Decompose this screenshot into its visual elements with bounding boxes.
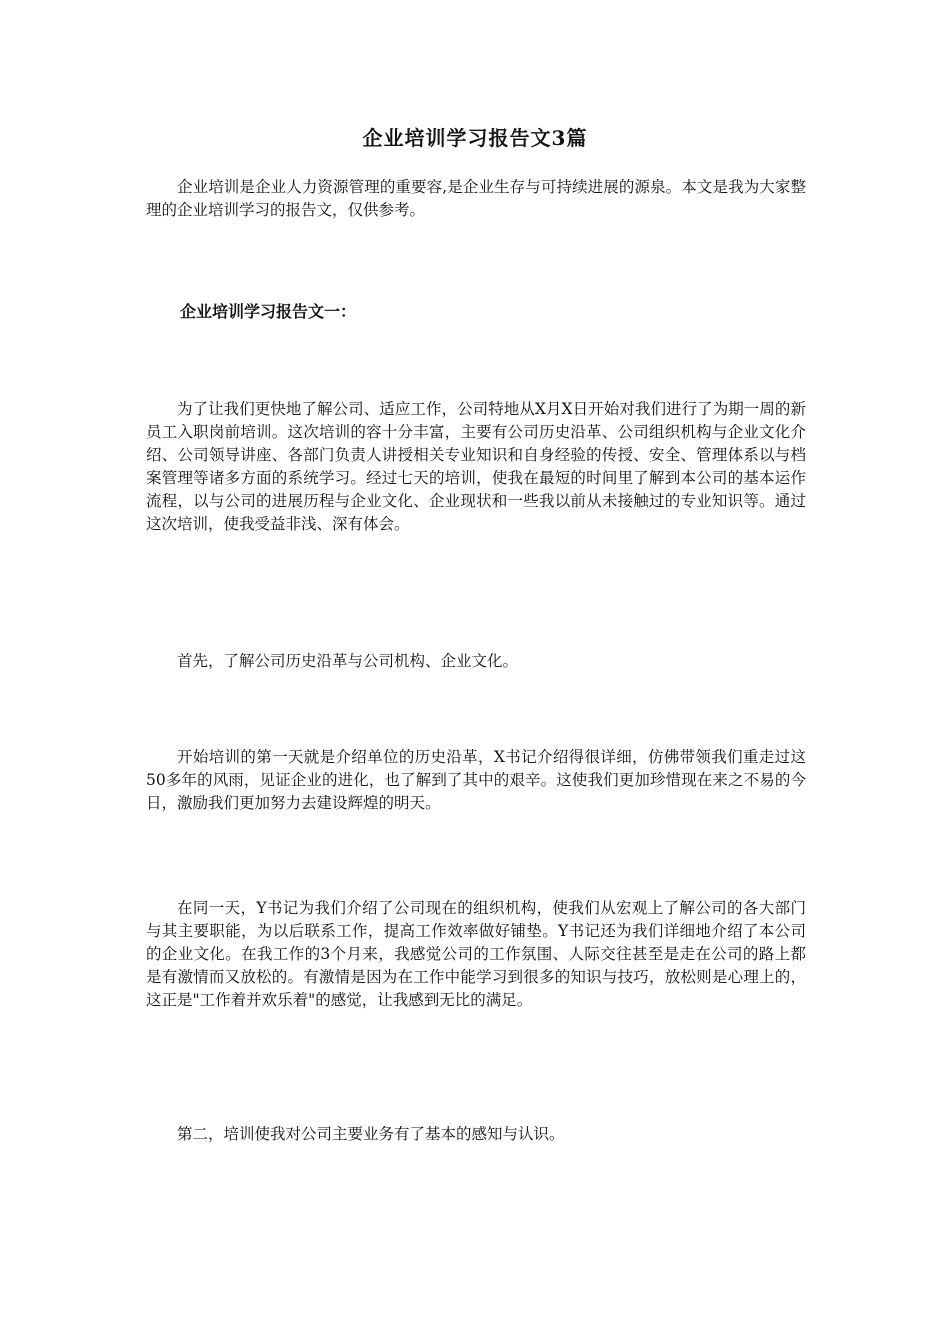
body-paragraph: 第二，培训使我对公司主要业务有了基本的感知与认识。: [177, 1125, 565, 1143]
intro-paragraph: 企业培训是企业人力资源管理的重要容,是企业生存与可持续进展的源泉。本文是我为大家整理的企业培训学习的报告文，仅供参考。: [146, 178, 806, 219]
body-paragraph: 开始培训的第一天就是介绍单位的历史沿革，X书记介绍得很详细，仿佛带领我们重走过这50多年的风雨，见证企业的进化，也了解到了其中的艰辛。这使我们更加珍惜现在来之不易的今日，激励我们更加努力去建设辉煌的明天。: [146, 748, 806, 812]
document-title: 企业培训学习报告文3篇: [362, 126, 588, 150]
section-heading: 企业培训学习报告文一：: [180, 302, 357, 321]
body-paragraph: 为了让我们更快地了解公司、适应工作，公司特地从X月X日开始对我们进行了为期一周的新员工入职岗前培训。这次培训的容十分丰富，主要有公司历史沿革、公司组织机构与企业文化介绍、公司领导讲座、各部门负责人讲授相关专业知识和自身经验的传授、安全、管理体系以与档案管理等诸多方面的系统学习。经过七天的培训，使我在最短的时间里了解到本公司的基本运作流程，以与公司的进展历程与企业文化、企业现状和一些我以前从未接触过的专业知识等。通过这次培训，使我受益非浅、深有体会。: [146, 400, 806, 533]
body-paragraph: 在同一天，Y书记为我们介绍了公司现在的组织机构，使我们从宏观上了解公司的各大部门与其主要职能，为以后联系工作，提高工作效率做好铺垫。Y书记还为我们详细地介绍了本公司的企业文化。在我工作的3个月来，我感觉公司的工作氛围、人际交往甚至是走在公司的路上都是有激情而又放松的。有激情是因为在工作中能学习到很多的知识与技巧，放松则是心理上的，这正是"工作着并欢乐着"的感觉，让我感到无比的满足。: [146, 899, 806, 1009]
body-paragraph: 首先，了解公司历史沿革与公司机构、企业文化。: [177, 652, 519, 670]
